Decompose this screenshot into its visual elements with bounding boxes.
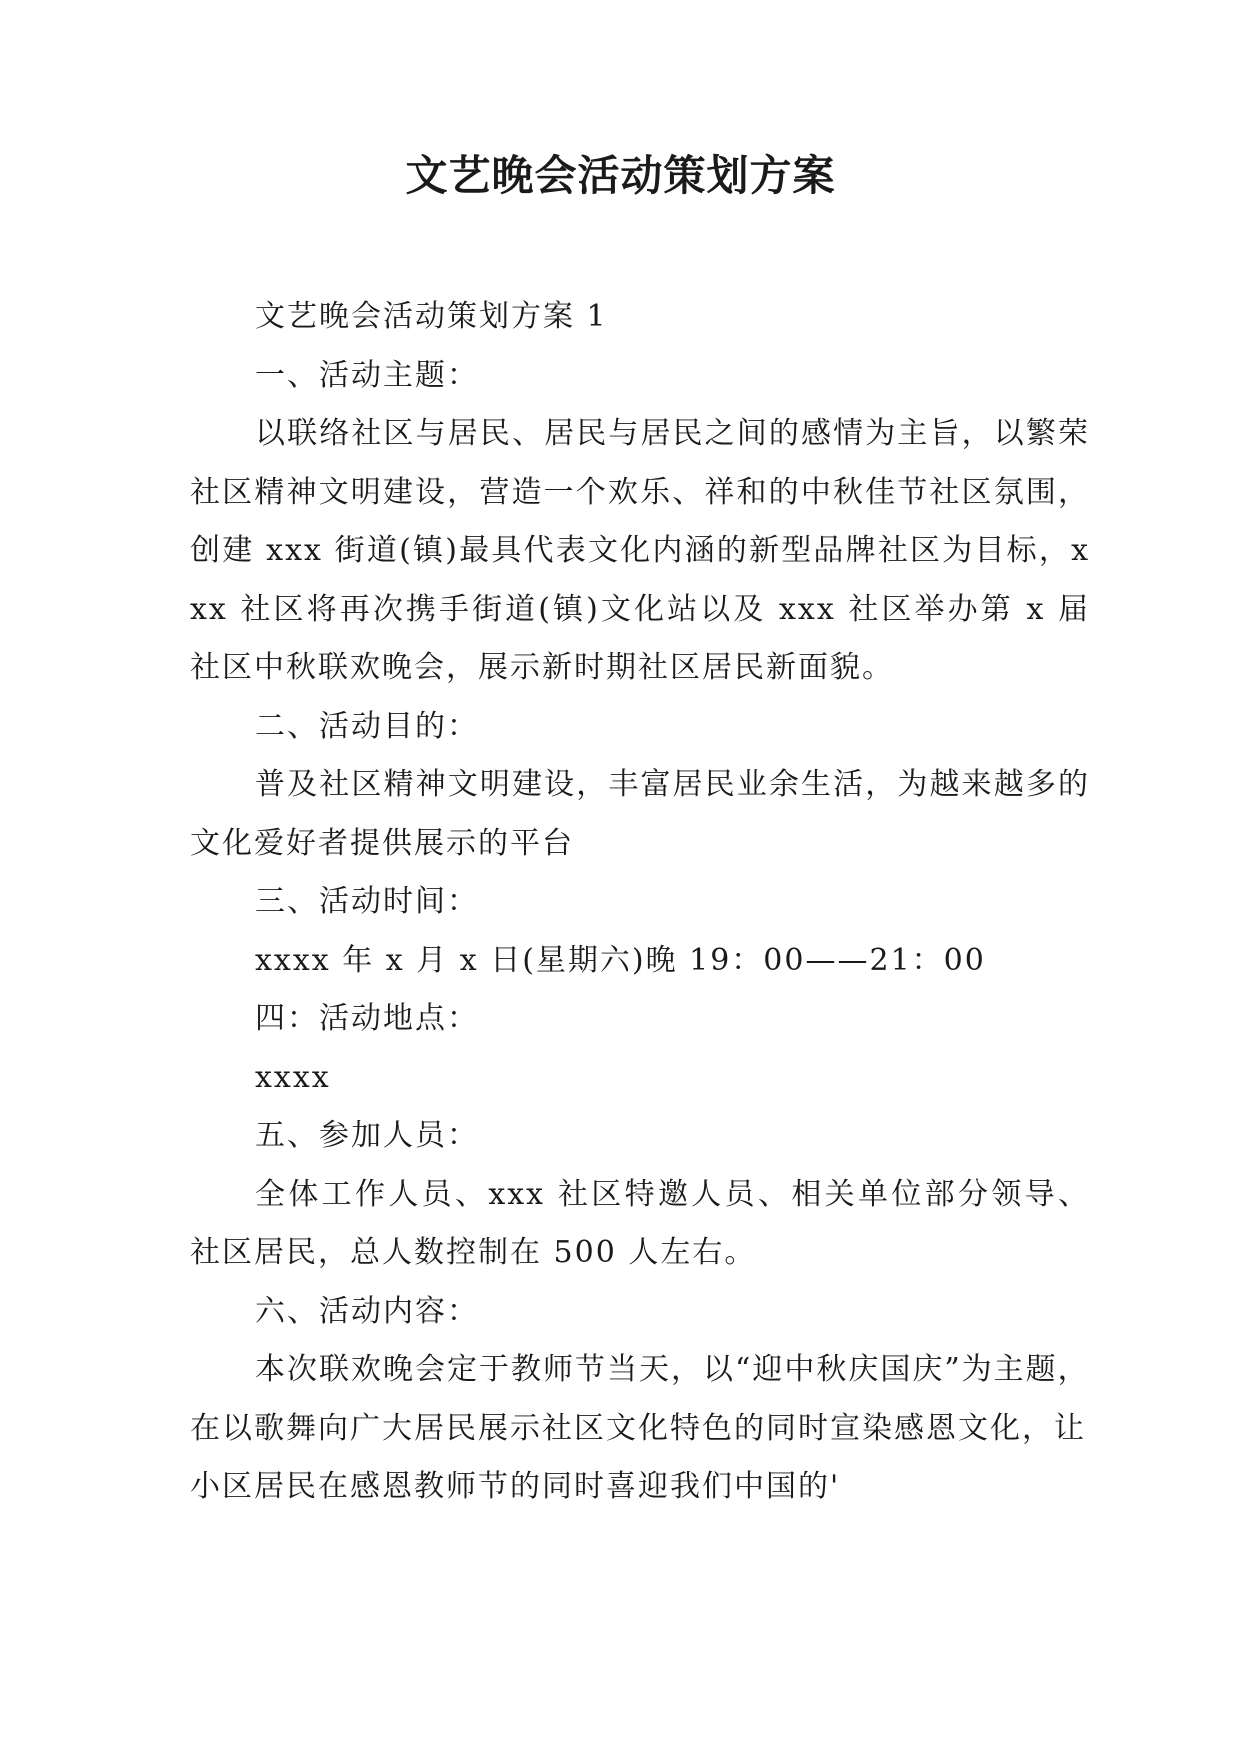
paragraph-content: 本次联欢晚会定于教师节当天，以“迎中秋庆国庆”为主题，在以歌舞向广大居民展示社区文化特色的同时宣染感恩文化，让小区居民在感恩教师节的同时喜迎我们中国的' [190, 1352, 1090, 1504]
paragraph-location: xxxx [255, 1059, 331, 1095]
document-title: 文艺晚会活动策划方案 [405, 151, 836, 200]
section-heading-plan-1: 文艺晚会活动策划方案 1 [255, 299, 608, 334]
section-heading-participants: 五、参加人员： [255, 1118, 479, 1153]
document-body [190, 288, 1090, 1517]
paragraph-participants: 全体工作人员、xxx 社区特邀人员、相关单位部分领导、社区居民，总人数控制在 500 人左右。 [190, 1176, 1090, 1270]
section-heading-purpose: 二、活动目的： [255, 708, 479, 744]
section-heading-content: 六、活动内容： [255, 1293, 479, 1329]
paragraph-time: xxxx 年 x 月 x 日(星期六)晚 19：00——21：00 [255, 942, 986, 978]
section-heading-theme: 一、活动主题： [255, 357, 479, 393]
paragraph-theme: 以联络社区与居民、居民与居民之间的感情为主旨，以繁荣社区精神文明建设，营造一个欢乐、祥和的中秋佳节社区氛围，创建 xxx 街道(镇)最具代表文化内涵的新型品牌社区为目标，xxx 社区将再次携手街道(镇)文化站以及 xxx 社区举办第 x 届社区中秋联欢晚会，展示新时期社区居民新面貌。 [190, 416, 1090, 685]
section-heading-time: 三、活动时间： [255, 884, 479, 919]
paragraph-purpose: 普及社区精神文明建设，丰富居民业余生活，为越来越多的文化爱好者提供展示的平台 [190, 767, 1090, 861]
section-heading-location: 四：活动地点： [255, 1001, 479, 1036]
